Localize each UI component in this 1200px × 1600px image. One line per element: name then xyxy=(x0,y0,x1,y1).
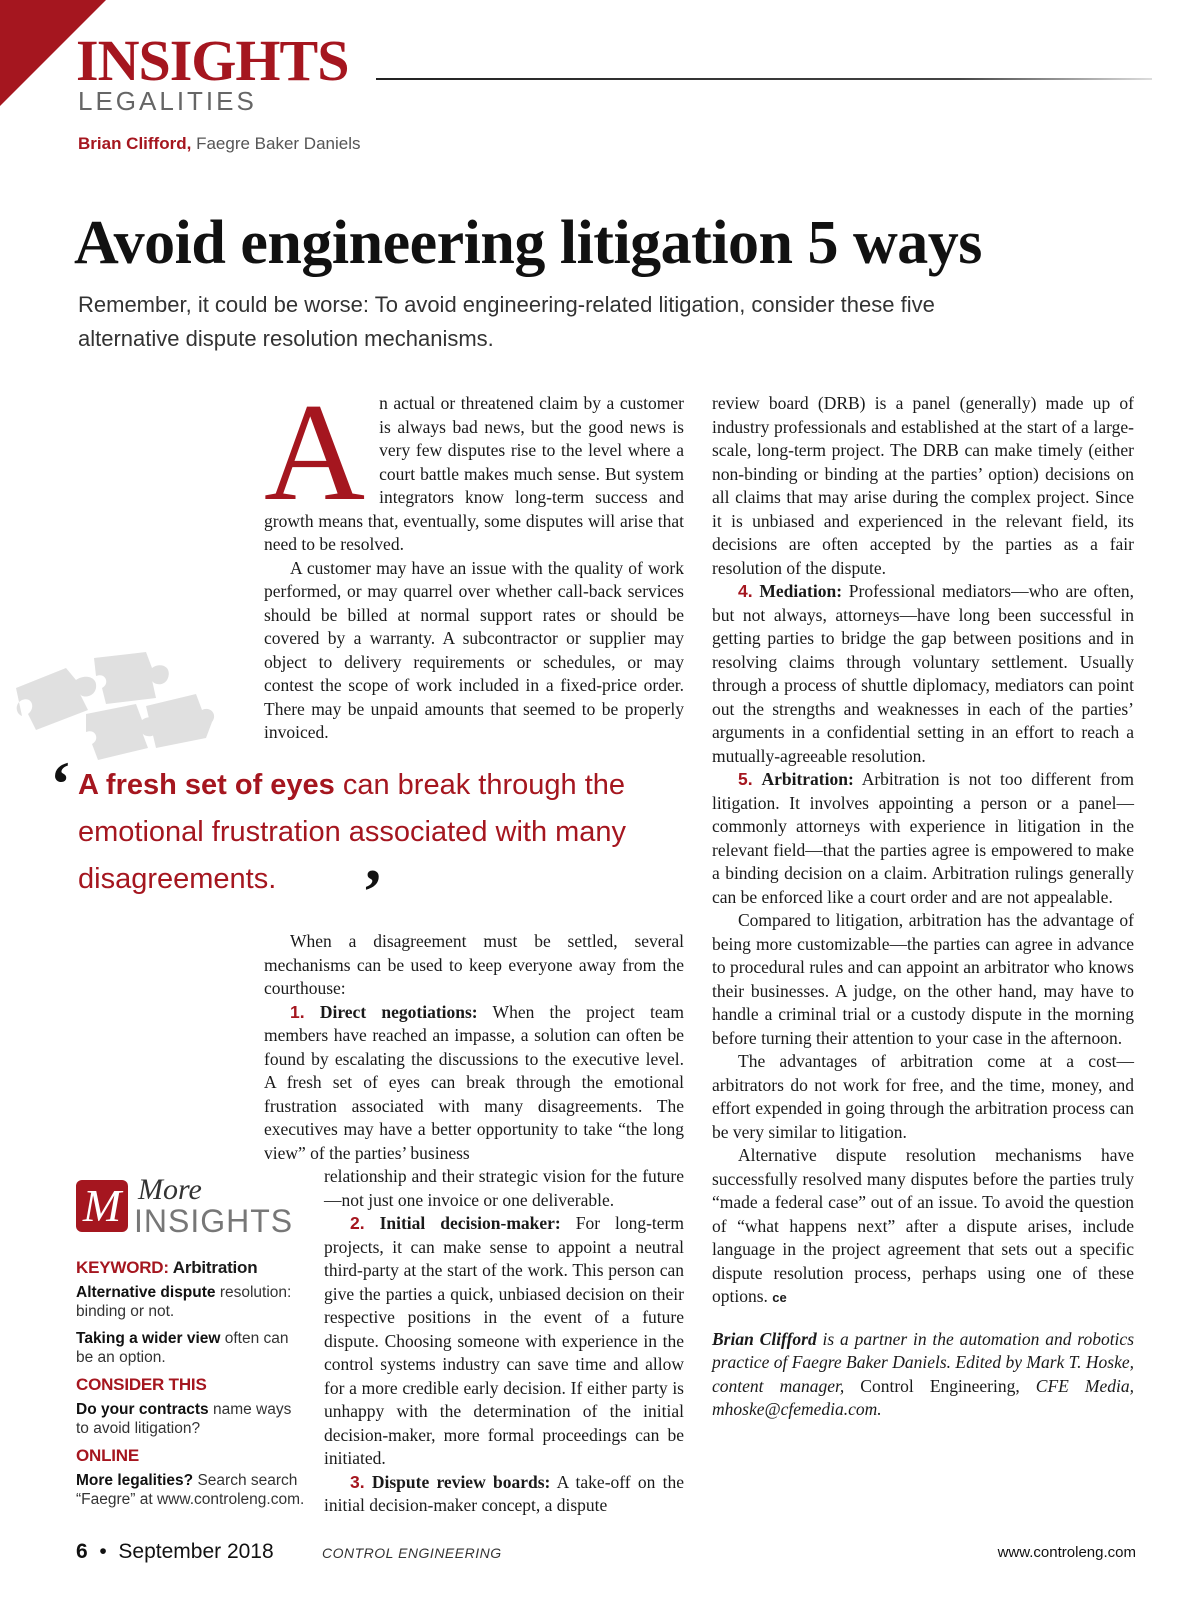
close-quote-mark: ’ xyxy=(362,856,384,927)
page-footer xyxy=(0,1540,1200,1570)
item-initial-decision-maker: 2. Initial decision-maker: For long-term projects, it can make sense to appoint a neutral third-party at the start of the work. This person can give the parties a quick, unbiased decision on their respective positions in the event of a future dispute. Choosing someone with experience in the control systems industry can save time and allow for a more credible early decision. If either party is unhappy with the determination of the initial decision-maker, more formal proceedings can be initiated. xyxy=(324,1213,684,1468)
header-rule xyxy=(376,78,1152,80)
article-headline: Avoid engineering litigation 5 ways xyxy=(74,209,982,277)
folio xyxy=(76,1540,274,1564)
drop-cap: A xyxy=(264,375,366,530)
column-two xyxy=(712,392,1134,1422)
puzzle-pieces-icon xyxy=(6,648,216,768)
section-subtitle: LEGALITIES xyxy=(78,86,257,116)
publication-name: CONTROL ENGINEERING xyxy=(322,1545,502,1561)
sidebar-body xyxy=(76,1250,306,1517)
intro-paragraph: An actual or threatened claim by a customer is always bad news, but the good news is very few disputes rise to the level where a court battle makes much sense. But system integrators know long-term success and growth means that, eventually, some disputes will arise that need to be resolved. xyxy=(264,375,684,554)
consider-item: Do your contracts name ways to avoid litigation? xyxy=(76,1401,292,1437)
section-title: INSIGHTS xyxy=(76,28,349,93)
more-insights-title: INSIGHTS xyxy=(134,1203,294,1239)
pull-quote-bold: A fresh set of eyes xyxy=(78,769,335,801)
folio-separator: • xyxy=(87,1540,119,1563)
column-one-bottom xyxy=(264,930,684,1518)
item-mediation: 4. Mediation: Professional mediators—who are often, but not always, attorneys—have long been successful in getting parties to bridge the gap between positions and in resolving claims through voluntary settlement. Usually through a process of shuttle diplomacy, mediators can point out the strengths and weaknesses in each of the parties’ arguments in a confidential setting in an effort to reach a mutually-agreeable resolution. xyxy=(712,581,1135,766)
article-deck: Remember, it could be worse: To avoid engineering-related litigation, consider these five alternative dispute resolution mechanisms. xyxy=(78,292,935,351)
item-direct-negotiations-cont: relationship and their strategic vision for the future—not just one invoice or one deliverable. xyxy=(324,1166,684,1210)
issue-date: September 2018 xyxy=(118,1540,274,1563)
paragraph-compare: Compared to litigation, arbitration has the advantage of being more customizable—the parties can agree in advance to procedural rules and can appoint an arbitrator who knows their businesses. A judge, on the other hand, may have to handle a criminal trial or a custody dispute in the morning before turning their attention to your case in the afternoon. xyxy=(712,910,1134,1048)
keyword-item: Taking a wider view often can be an option. xyxy=(76,1330,289,1366)
website-link[interactable]: www.controleng.com xyxy=(997,1544,1136,1561)
paragraph-cost: The advantages of arbitration come at a cost—arbitrators do not work for free, and the time, money, and effort expended in going through the arbitration process can be very similar to litigation. xyxy=(712,1051,1134,1142)
bio-name: Brian Clifford xyxy=(712,1328,817,1349)
consider-heading: CONSIDER THIS xyxy=(76,1375,207,1394)
author-firm: Faegre Baker Daniels xyxy=(191,134,361,153)
keyword-item: Alternative dispute resolution: binding or not. xyxy=(76,1284,292,1320)
item-dispute-review-boards-cont: review board (DRB) is a panel (generally) made up of industry professionals and established at the start of a large-scale, long-term project. The DRB can make timely (either non-binding or binding at the parties’ option) decisions on all claims that may arise during the complex project. Since it is unbiased and experienced in the relevant field, its decisions are often accepted by the parties as a fair resolution of the dispute. xyxy=(712,393,1134,578)
item-arbitration: 5. Arbitration: Arbitration is not too different from litigation. It involves appointing a person or a panel—commonly attorneys with experience in litigation in the relevant field—that the parties agree is empowered to make a binding decision on a claim. Arbitration rulings generally can be enforced like a court order and are not appealable. xyxy=(712,769,1134,907)
page-number: 6 xyxy=(76,1540,88,1563)
pull-quote-text: can break through the emotional frustration associated with many disagreements. xyxy=(78,769,627,895)
more-insights-more: More xyxy=(138,1173,202,1206)
item-direct-negotiations: 1. Direct negotiations: When the project team members have reached an impasse, a solution can often be found by escalating the discussions to the executive level. A fresh set of eyes can break through the emotional frustration associated with many disagreements. The executives may have a better opportunity to take “the long view” of the parties’ business xyxy=(264,1001,684,1163)
paragraph-mechanisms: When a disagreement must be settled, several mechanisms can be used to keep everyone away from the courthouse: xyxy=(264,931,684,998)
online-item[interactable]: More legalities? Search search “Faegre” at www.controleng.com. xyxy=(76,1472,305,1508)
byline xyxy=(78,134,360,154)
end-mark: ce xyxy=(772,1290,787,1305)
author-name: Brian Clifford, xyxy=(78,134,192,153)
item-dispute-review-boards: 3. Dispute review boards: A take-off on the initial decision-maker concept, a dispute xyxy=(324,1471,684,1515)
keyword-heading: KEYWORD: Arbitration xyxy=(76,1258,258,1277)
paragraph-alternative: Alternative dispute resolution mechanisms have successfully resolved many disputes before the parties truly “made a federal case” out of an issue. To avoid the question of “what happens next” after a dispute arises, include language in the project agreement that sets out a specific dispute resolution process, perhaps using one of these options. ce xyxy=(712,1145,1134,1306)
more-insights-logo: M xyxy=(76,1180,128,1232)
open-quote-mark: ‘ xyxy=(50,748,72,819)
column-one-top xyxy=(264,375,684,745)
paragraph-customer: A customer may have an issue with the quality of work performed, or may quarrel over whether call-back services should be billed at normal support rates or should be covered by a warranty. A subcontractor or supplier may object to delivery requirements or schedules, or may contest the scope of work included in a fixed-price order. There may be unpaid amounts that seemed to be properly invoiced. xyxy=(264,557,684,742)
author-bio: Brian Clifford is a partner in the automation and robotics practice of Faegre Baker Daniels. Edited by Mark T. Hoske, content manager, Control Engineering, CFE Media, mhoske@cfemedia.com. xyxy=(712,1328,1134,1419)
online-heading: ONLINE xyxy=(76,1446,140,1465)
bio-publication: Control Engineering, xyxy=(860,1375,1020,1396)
